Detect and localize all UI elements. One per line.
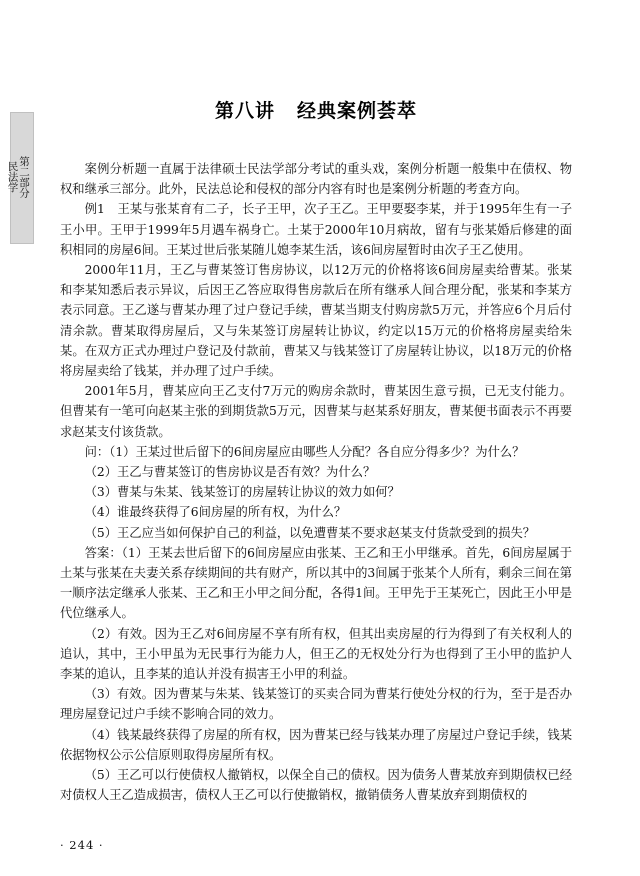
paragraph: 案例分析题一直属于法律硕士民法学部分考试的重头戏，案例分析题一般集中在债权、物权和继承三部分。此外，民法总论和侵权的部分内容有时也是案例分析题的考查方向。 xyxy=(60,162,572,197)
answer-item: （5）王乙可以行使债权人撤销权，以保全自己的债权。因为债务人曹某放弃到期债权已经对债权人王乙造成损害，债权人王乙可以行使撤销权，撤销债务人曹某放弃到期债权的 xyxy=(60,768,572,803)
page-title-lecture: 第八讲 xyxy=(214,100,275,122)
page-content xyxy=(60,0,572,876)
question-item: （4）谁最终获得了6间房屋的所有权，为什么？ xyxy=(84,505,347,520)
section-tab-label xyxy=(6,114,30,240)
question-item: （2）王乙与曹某签订的售房协议是否有效？为什么？ xyxy=(84,465,376,480)
paragraph: 例1 王某与张某育有二子，长子王甲，次子王乙。王甲要娶李某，并于1995年生有一子王小甲。王甲于1999年5月遇车祸身亡。土某于2000年10月病故，留有与张某婚后修建的面积相同的房屋6间。王某过世后张某随儿媳李某生活，该6间房屋暂时由次子王乙使用。 xyxy=(60,202,572,257)
question-item: （5）王乙应当如何保护自己的利益，以免遭曹某不要求赵某支付货款受到的损失？ xyxy=(84,525,536,540)
answer-item: 答案：（1）王某去世后留下的6间房屋应由张某、王乙和王小甲继承。首先，6间房屋属于土某与张某在夫妻关系存续期间的共有财产，所以其中的3间属于张某个人所有，剩余三间在第一顺序法定继承人张某、王乙和王小甲之间分配，各得1间。王甲先于王某死亡，因此王小甲是代位继承人。 xyxy=(60,545,572,621)
section-tab-line-1: 第二部分 xyxy=(18,156,30,198)
question-item: （3）曹某与朱某、钱某签订的房屋转让协议的效力如何？ xyxy=(84,485,400,500)
answer-item: （4）钱某最终获得了房屋的所有权，因为曹某已经与钱某办理了房屋过户登记手续，钱某依据物权公示公信原则取得房屋所有权。 xyxy=(60,727,572,762)
answer-item: （3）有效。因为曹某与朱某、钱某签订的买卖合同为曹某行使处分权的行为，至于是否办理房屋登记过户手续不影响合同的效力。 xyxy=(60,687,572,722)
paragraph: 2000年11月，王乙与曹某签订售房协议，以12万元的价格将该6间房屋卖给曹某。张某和李某知悉后表示异议，后因王乙答应取得售房款后在所有继承人间合理分配，张某和李某方表示同意。王乙遂与曹某办理了过户登记手续，曹某当期支付购房款5万元，并答应6个月后付清余款。曹某取得房屋后，又与朱某签订房屋转让协议，约定以15万元的价格将房屋卖给朱某。在双方正式办理过户登记及付款前，曹某又与钱某签订了房屋转让协议，以18万元的价格将房屋卖给了钱某，并办理了过户手续。 xyxy=(60,263,572,379)
answer-item: （2）有效。因为王乙对6间房屋不享有所有权，但其出卖房屋的行为得到了有关权利人的追认，其中，王小甲虽为无民事行为能力人，但王乙的无权处分行为也得到了王小甲的监护人李某的追认，且李某的追认并没有损害王小甲的利益。 xyxy=(60,626,572,682)
page-number: · 244 · xyxy=(60,838,104,852)
section-tab-line-2: 民法学 xyxy=(6,161,19,193)
page-title-name: 经典案例荟萃 xyxy=(297,100,418,122)
question-item: 问：（1）王某过世后留下的6间房屋应由哪些人分配？各自应分得多少？为什么？ xyxy=(84,444,525,459)
page-title xyxy=(60,96,572,123)
body-text xyxy=(60,159,572,806)
paragraph: 2001年5月，曹某应向王乙支付7万元的购房余款时，曹某因生意亏损，已无支付能力。但曹某有一笔可向赵某主张的到期货款5万元，因曹某与赵某系好朋友，曹某便书面表示不再要求赵某支付该货款。 xyxy=(60,384,572,439)
